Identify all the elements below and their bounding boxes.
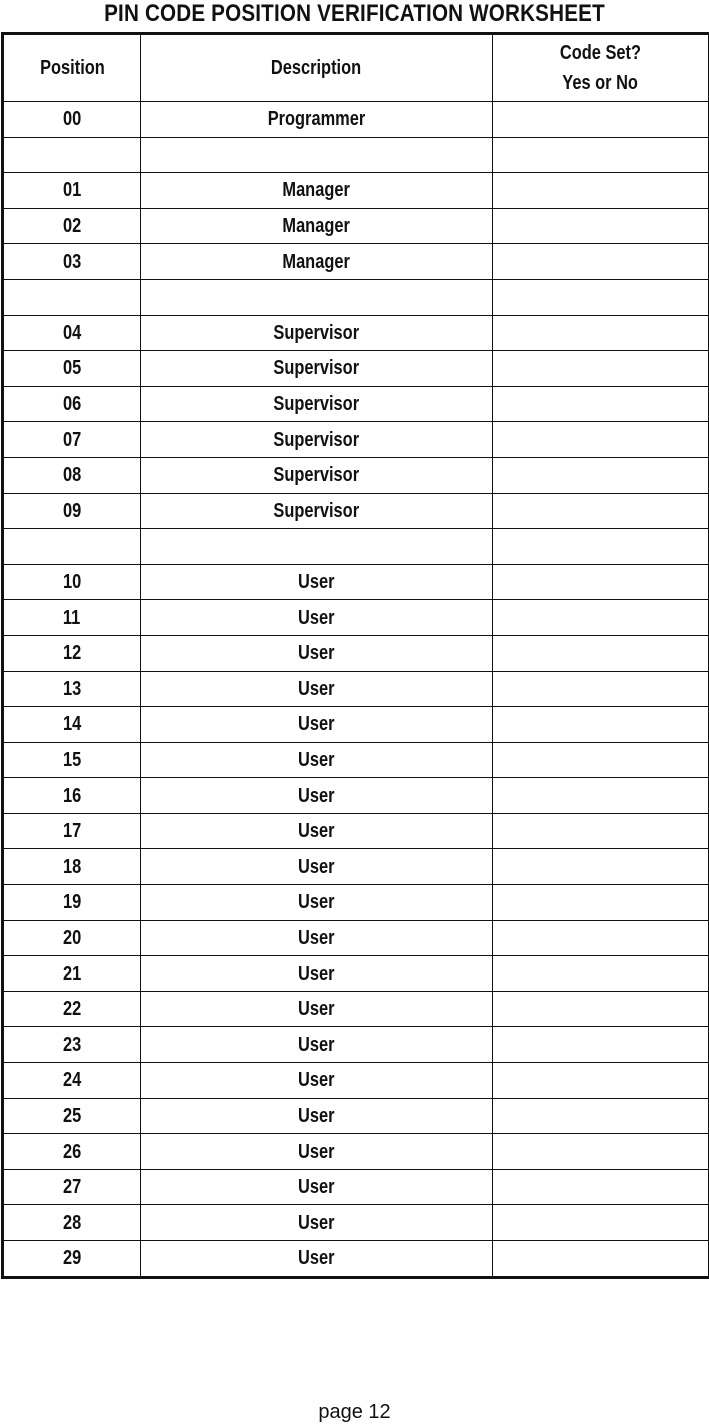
description-cell-text: Manager	[282, 250, 351, 273]
table-row	[3, 1205, 709, 1241]
description-cell-text: User	[298, 1069, 335, 1092]
code-set-cell[interactable]	[493, 457, 709, 493]
position-cell	[3, 813, 141, 849]
description-cell-text: User	[298, 891, 335, 914]
description-cell	[141, 707, 493, 743]
code-set-cell[interactable]	[493, 1134, 709, 1170]
description-cell	[141, 742, 493, 778]
table-row	[3, 493, 709, 529]
position-cell	[3, 1027, 141, 1063]
table-row	[3, 564, 709, 600]
description-cell	[141, 1205, 493, 1241]
position-cell	[3, 742, 141, 778]
position-cell-text: 21	[62, 962, 82, 985]
table-row	[3, 1241, 709, 1278]
position-cell	[3, 1241, 141, 1278]
position-cell	[3, 1063, 141, 1099]
description-cell-text: Supervisor	[273, 357, 360, 380]
position-cell	[3, 208, 141, 244]
code-set-cell[interactable]	[493, 671, 709, 707]
position-cell	[3, 102, 141, 138]
description-cell	[141, 457, 493, 493]
position-cell-text: 13	[62, 677, 82, 700]
position-cell	[3, 279, 141, 315]
position-cell-text: 15	[62, 748, 82, 771]
description-cell-text: Manager	[282, 215, 351, 238]
position-cell	[3, 493, 141, 529]
description-cell	[141, 493, 493, 529]
position-cell-text: 19	[62, 891, 82, 914]
description-cell-text: User	[298, 748, 335, 771]
position-cell	[3, 1169, 141, 1205]
position-cell	[3, 529, 141, 565]
table-row	[3, 244, 709, 280]
position-cell-text: 05	[62, 357, 82, 380]
description-cell	[141, 386, 493, 422]
position-cell-text: 06	[62, 393, 82, 416]
position-cell	[3, 849, 141, 885]
code-set-cell[interactable]	[493, 173, 709, 209]
position-cell-text: 09	[62, 499, 82, 522]
description-cell	[141, 635, 493, 671]
description-cell	[141, 778, 493, 814]
code-set-cell[interactable]	[493, 600, 709, 636]
code-set-cell[interactable]	[493, 1063, 709, 1099]
position-cell-text: 17	[62, 820, 82, 843]
position-cell-text: 22	[62, 998, 82, 1021]
description-cell-text: User	[298, 1176, 335, 1199]
code-set-cell[interactable]	[493, 885, 709, 921]
table-row	[3, 885, 709, 921]
code-set-cell[interactable]	[493, 1098, 709, 1134]
position-cell	[3, 956, 141, 992]
description-cell-text: User	[298, 998, 335, 1021]
description-cell	[141, 102, 493, 138]
position-cell	[3, 778, 141, 814]
table-row	[3, 529, 709, 565]
description-cell-text: User	[298, 1140, 335, 1163]
table-row	[3, 137, 709, 173]
position-cell	[3, 635, 141, 671]
position-cell-text: 03	[62, 250, 82, 273]
description-cell-text: User	[298, 606, 335, 629]
header-code-set-line2: Yes or No	[562, 72, 639, 94]
description-cell-text: User	[298, 855, 335, 878]
description-cell	[141, 671, 493, 707]
table-row	[3, 849, 709, 885]
table-row	[3, 1098, 709, 1134]
position-cell-text: 08	[62, 464, 82, 487]
position-cell-text: 04	[62, 321, 82, 344]
position-cell-text: 28	[62, 1211, 82, 1234]
position-cell-text: 23	[62, 1033, 82, 1056]
worksheet-title: PIN CODE POSITION VERIFICATION WORKSHEET	[104, 0, 605, 27]
position-cell-text: 07	[62, 428, 82, 451]
code-set-cell[interactable]	[493, 813, 709, 849]
code-set-cell[interactable]	[493, 351, 709, 387]
table-row	[3, 600, 709, 636]
code-set-cell[interactable]	[493, 1241, 709, 1278]
code-set-cell[interactable]	[493, 315, 709, 351]
description-cell	[141, 885, 493, 921]
position-cell-text: 18	[62, 855, 82, 878]
description-cell	[141, 208, 493, 244]
code-set-cell[interactable]	[493, 244, 709, 280]
code-set-cell[interactable]	[493, 991, 709, 1027]
position-cell	[3, 920, 141, 956]
code-set-cell[interactable]	[493, 742, 709, 778]
header-code-set	[493, 34, 709, 102]
position-cell	[3, 991, 141, 1027]
table-header-row	[3, 34, 709, 102]
position-cell	[3, 422, 141, 458]
code-set-cell[interactable]	[493, 102, 709, 138]
position-cell-text: 26	[62, 1140, 82, 1163]
position-cell	[3, 244, 141, 280]
position-cell	[3, 1134, 141, 1170]
table-row	[3, 1063, 709, 1099]
table-row	[3, 635, 709, 671]
description-cell-text: Manager	[282, 179, 351, 202]
table-row	[3, 315, 709, 351]
description-cell	[141, 1063, 493, 1099]
description-cell	[141, 1098, 493, 1134]
description-cell-text: Programmer	[267, 108, 366, 131]
table-row	[3, 742, 709, 778]
position-cell-text: 14	[62, 713, 82, 736]
description-cell-text: User	[298, 1211, 335, 1234]
position-cell-text: 00	[62, 108, 82, 131]
table-row	[3, 1169, 709, 1205]
description-cell-text: User	[298, 1104, 335, 1127]
description-cell	[141, 1241, 493, 1278]
description-cell	[141, 956, 493, 992]
code-set-cell[interactable]	[493, 493, 709, 529]
table-row	[3, 386, 709, 422]
header-position	[3, 34, 141, 102]
description-cell-text: User	[298, 926, 335, 949]
table-row	[3, 457, 709, 493]
position-cell	[3, 457, 141, 493]
position-cell	[3, 885, 141, 921]
code-set-cell[interactable]	[493, 635, 709, 671]
table-row	[3, 173, 709, 209]
position-cell-text: 20	[62, 926, 82, 949]
position-cell	[3, 137, 141, 173]
code-set-cell[interactable]	[493, 137, 709, 173]
position-cell	[3, 386, 141, 422]
description-cell-text: User	[298, 713, 335, 736]
code-set-cell[interactable]	[493, 1169, 709, 1205]
header-code-set-line1: Code Set?	[559, 42, 642, 64]
position-cell	[3, 707, 141, 743]
code-set-cell[interactable]	[493, 564, 709, 600]
description-cell	[141, 1169, 493, 1205]
description-cell	[141, 279, 493, 315]
code-set-cell[interactable]	[493, 386, 709, 422]
position-cell-text: 16	[62, 784, 82, 807]
code-set-cell[interactable]	[493, 422, 709, 458]
position-cell	[3, 1098, 141, 1134]
header-description-label: Description	[271, 57, 362, 79]
table-row	[3, 778, 709, 814]
table-body	[3, 102, 709, 1278]
code-set-cell[interactable]	[493, 529, 709, 565]
position-cell	[3, 351, 141, 387]
description-cell-text: Supervisor	[273, 499, 360, 522]
description-cell	[141, 173, 493, 209]
description-cell	[141, 920, 493, 956]
table-row	[3, 813, 709, 849]
description-cell-text: User	[298, 784, 335, 807]
code-set-cell[interactable]	[493, 279, 709, 315]
description-cell	[141, 600, 493, 636]
position-cell	[3, 671, 141, 707]
code-set-cell[interactable]	[493, 849, 709, 885]
description-cell-text: Supervisor	[273, 321, 360, 344]
description-cell	[141, 1027, 493, 1063]
description-cell-text: User	[298, 962, 335, 985]
code-set-cell[interactable]	[493, 778, 709, 814]
description-cell	[141, 564, 493, 600]
description-cell-text: User	[298, 677, 335, 700]
table-row	[3, 279, 709, 315]
code-set-cell[interactable]	[493, 920, 709, 956]
position-cell-text: 02	[62, 215, 82, 238]
description-cell	[141, 244, 493, 280]
header-position-label: Position	[39, 57, 105, 79]
description-cell	[141, 137, 493, 173]
description-cell	[141, 991, 493, 1027]
table-row	[3, 351, 709, 387]
table-row	[3, 1134, 709, 1170]
description-cell	[141, 422, 493, 458]
pin-code-table	[1, 32, 709, 1279]
description-cell-text: User	[298, 1247, 335, 1270]
position-cell-text: 12	[62, 642, 82, 665]
code-set-cell[interactable]	[493, 1205, 709, 1241]
description-cell-text: Supervisor	[273, 393, 360, 416]
code-set-cell[interactable]	[493, 707, 709, 743]
page-number: page 12	[318, 1401, 391, 1423]
description-cell	[141, 351, 493, 387]
position-cell	[3, 1205, 141, 1241]
position-cell-text: 11	[63, 606, 81, 629]
table-row	[3, 102, 709, 138]
table-row	[3, 671, 709, 707]
position-cell	[3, 564, 141, 600]
description-cell	[141, 529, 493, 565]
description-cell-text: Supervisor	[273, 428, 360, 451]
position-cell-text: 24	[62, 1069, 82, 1092]
table-row	[3, 920, 709, 956]
position-cell-text: 27	[62, 1176, 82, 1199]
table-row	[3, 208, 709, 244]
position-cell-text: 01	[62, 179, 82, 202]
code-set-cell[interactable]	[493, 956, 709, 992]
position-cell	[3, 600, 141, 636]
description-cell	[141, 315, 493, 351]
description-cell	[141, 1134, 493, 1170]
position-cell	[3, 173, 141, 209]
table-row	[3, 956, 709, 992]
position-cell-text: 25	[62, 1104, 82, 1127]
header-description	[141, 34, 493, 102]
description-cell-text: User	[298, 1033, 335, 1056]
position-cell-text: 10	[62, 571, 82, 594]
code-set-cell[interactable]	[493, 1027, 709, 1063]
position-cell-text: 29	[62, 1247, 82, 1270]
table-row	[3, 422, 709, 458]
code-set-cell[interactable]	[493, 208, 709, 244]
description-cell	[141, 813, 493, 849]
description-cell-text: User	[298, 571, 335, 594]
position-cell	[3, 315, 141, 351]
table-row	[3, 1027, 709, 1063]
table-row	[3, 991, 709, 1027]
description-cell-text: User	[298, 642, 335, 665]
description-cell-text: User	[298, 820, 335, 843]
description-cell	[141, 849, 493, 885]
description-cell-text: Supervisor	[273, 464, 360, 487]
table-row	[3, 707, 709, 743]
